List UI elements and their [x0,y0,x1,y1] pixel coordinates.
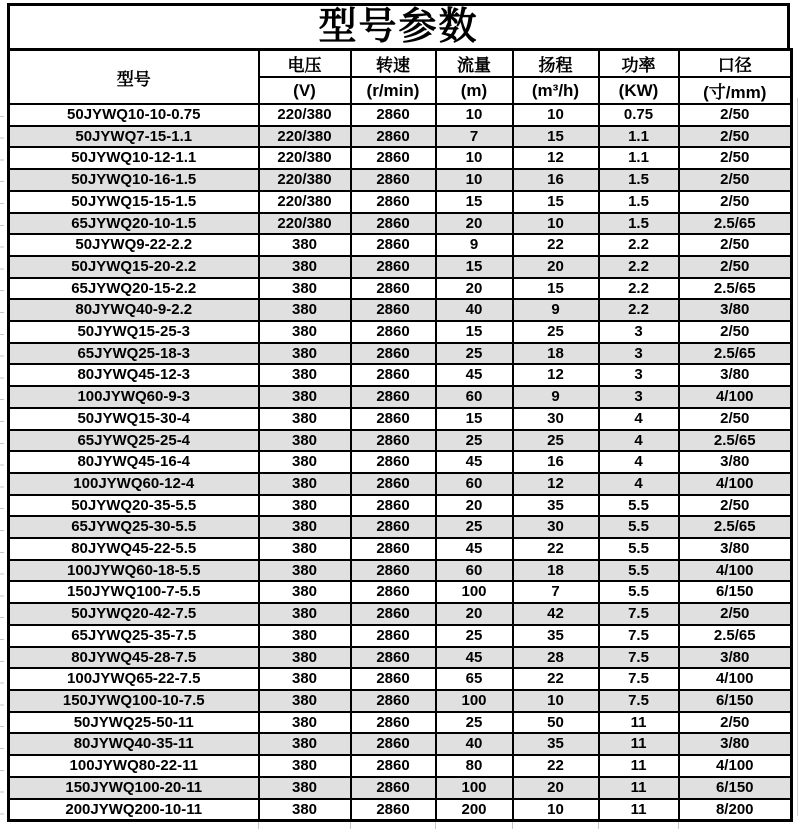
title-block [7,3,790,48]
cell-model: 50JYWQ15-25-3 [9,321,259,343]
cell-flow: 40 [436,299,513,321]
cell-diameter: 2/50 [679,104,792,126]
table-row [9,799,792,821]
cell-voltage: 380 [259,777,351,799]
cell-power: 4 [599,430,679,452]
cell-speed: 2860 [351,799,436,821]
cell-power: 5.5 [599,581,679,603]
cell-diameter: 3/80 [679,299,792,321]
cell-diameter: 4/100 [679,386,792,408]
table-row [9,516,792,538]
table-row [9,321,792,343]
table-row [9,560,792,582]
cell-model: 80JYWQ40-35-11 [9,733,259,755]
cell-speed: 2860 [351,299,436,321]
cell-flow: 45 [436,451,513,473]
table-row [9,690,792,712]
cell-voltage: 380 [259,299,351,321]
cell-model: 50JYWQ20-35-5.5 [9,495,259,517]
cell-power: 5.5 [599,516,679,538]
cell-diameter: 2/50 [679,126,792,148]
header-head: 扬程 [513,50,599,78]
cell-head: 9 [513,299,599,321]
cell-voltage: 380 [259,516,351,538]
cell-head: 30 [513,408,599,430]
unit-speed: (r/min) [351,77,436,104]
cell-speed: 2860 [351,191,436,213]
cell-speed: 2860 [351,647,436,669]
cell-speed: 2860 [351,321,436,343]
cell-model: 50JYWQ7-15-1.1 [9,126,259,148]
cell-power: 7.5 [599,647,679,669]
table-row [9,234,792,256]
table-row [9,581,792,603]
cell-power: 3 [599,364,679,386]
cell-flow: 25 [436,625,513,647]
cell-power: 1.5 [599,191,679,213]
cell-diameter: 2.5/65 [679,343,792,365]
cell-voltage: 380 [259,712,351,734]
cell-flow: 15 [436,408,513,430]
cell-model: 50JYWQ10-10-0.75 [9,104,259,126]
table-row [9,473,792,495]
cell-speed: 2860 [351,538,436,560]
table-header [9,50,792,105]
cell-power: 1.1 [599,126,679,148]
cell-flow: 60 [436,473,513,495]
cell-voltage: 220/380 [259,126,351,148]
cell-speed: 2860 [351,234,436,256]
cell-model: 100JYWQ60-18-5.5 [9,560,259,582]
cell-voltage: 380 [259,256,351,278]
table-row [9,777,792,799]
header-voltage: 电压 [259,50,351,78]
cell-power: 7.5 [599,625,679,647]
table-row [9,408,792,430]
header-model: 型号 [9,50,259,105]
unit-power: (KW) [599,77,679,104]
unit-voltage: (V) [259,77,351,104]
cell-head: 20 [513,256,599,278]
cell-head: 35 [513,495,599,517]
cell-head: 18 [513,560,599,582]
cell-head: 22 [513,538,599,560]
table-row [9,755,792,777]
cell-model: 65JYWQ20-10-1.5 [9,213,259,235]
spec-sheet [7,3,790,822]
cell-diameter: 4/100 [679,560,792,582]
cell-head: 35 [513,733,599,755]
cell-diameter: 2/50 [679,495,792,517]
cell-head: 22 [513,668,599,690]
cell-speed: 2860 [351,733,436,755]
cell-flow: 25 [436,343,513,365]
cell-power: 2.2 [599,299,679,321]
cell-flow: 10 [436,104,513,126]
table-row [9,538,792,560]
cell-flow: 40 [436,733,513,755]
cell-power: 2.2 [599,234,679,256]
cell-voltage: 220/380 [259,104,351,126]
cell-flow: 65 [436,668,513,690]
cell-voltage: 380 [259,625,351,647]
table-row [9,364,792,386]
cell-model: 50JYWQ10-12-1.1 [9,147,259,169]
cell-diameter: 6/150 [679,690,792,712]
cell-head: 9 [513,386,599,408]
table-row [9,147,792,169]
cell-flow: 20 [436,603,513,625]
cell-model: 50JYWQ15-15-1.5 [9,191,259,213]
cell-voltage: 380 [259,386,351,408]
cell-speed: 2860 [351,581,436,603]
cell-speed: 2860 [351,126,436,148]
table-row [9,104,792,126]
cell-voltage: 380 [259,321,351,343]
cell-diameter: 2.5/65 [679,278,792,300]
cell-diameter: 2/50 [679,234,792,256]
cell-model: 50JYWQ25-50-11 [9,712,259,734]
cell-model: 80JYWQ45-12-3 [9,364,259,386]
cell-head: 42 [513,603,599,625]
cell-voltage: 380 [259,538,351,560]
cell-head: 15 [513,191,599,213]
cell-flow: 9 [436,234,513,256]
cell-power: 7.5 [599,603,679,625]
cell-flow: 25 [436,516,513,538]
cell-voltage: 380 [259,473,351,495]
margin-gridline-left [0,95,4,819]
cell-flow: 10 [436,147,513,169]
cell-model: 100JYWQ65-22-7.5 [9,668,259,690]
cell-diameter: 6/150 [679,777,792,799]
cell-diameter: 6/150 [679,581,792,603]
table-row [9,495,792,517]
cell-head: 50 [513,712,599,734]
cell-head: 12 [513,473,599,495]
cell-diameter: 3/80 [679,647,792,669]
cell-head: 28 [513,647,599,669]
table-row [9,386,792,408]
cell-flow: 45 [436,364,513,386]
cell-power: 2.2 [599,278,679,300]
spec-table [7,48,793,822]
cell-voltage: 380 [259,408,351,430]
cell-voltage: 380 [259,430,351,452]
cell-model: 200JYWQ200-10-11 [9,799,259,821]
cell-diameter: 2.5/65 [679,213,792,235]
cell-head: 15 [513,126,599,148]
cell-speed: 2860 [351,668,436,690]
cell-power: 4 [599,408,679,430]
cell-model: 150JYWQ100-10-7.5 [9,690,259,712]
cell-flow: 100 [436,581,513,603]
table-row [9,213,792,235]
cell-power: 11 [599,799,679,821]
cell-diameter: 4/100 [679,473,792,495]
cell-power: 11 [599,712,679,734]
cell-speed: 2860 [351,256,436,278]
cell-speed: 2860 [351,278,436,300]
cell-model: 65JYWQ25-25-4 [9,430,259,452]
cell-voltage: 380 [259,234,351,256]
cell-voltage: 380 [259,560,351,582]
cell-flow: 15 [436,256,513,278]
cell-speed: 2860 [351,690,436,712]
cell-diameter: 2/50 [679,191,792,213]
cell-speed: 2860 [351,755,436,777]
page-title: 型号参数 [318,6,479,48]
cell-diameter: 2.5/65 [679,430,792,452]
cell-power: 1.5 [599,213,679,235]
cell-diameter: 2/50 [679,256,792,278]
table-row [9,451,792,473]
table-row [9,647,792,669]
cell-head: 35 [513,625,599,647]
cell-flow: 60 [436,560,513,582]
cell-speed: 2860 [351,625,436,647]
cell-flow: 100 [436,690,513,712]
cell-diameter: 2/50 [679,408,792,430]
cell-head: 30 [513,516,599,538]
cell-flow: 25 [436,430,513,452]
cell-diameter: 3/80 [679,364,792,386]
cell-speed: 2860 [351,364,436,386]
cell-diameter: 2/50 [679,147,792,169]
cell-diameter: 3/80 [679,538,792,560]
cell-flow: 200 [436,799,513,821]
cell-voltage: 220/380 [259,169,351,191]
table-row [9,126,792,148]
table-row [9,733,792,755]
cell-speed: 2860 [351,712,436,734]
cell-head: 10 [513,104,599,126]
cell-flow: 80 [436,755,513,777]
cell-flow: 45 [436,647,513,669]
unit-flow: (m) [436,77,513,104]
cell-head: 22 [513,755,599,777]
cell-model: 50JYWQ9-22-2.2 [9,234,259,256]
cell-diameter: 4/100 [679,668,792,690]
cell-voltage: 380 [259,451,351,473]
cell-flow: 20 [436,213,513,235]
cell-flow: 15 [436,321,513,343]
cell-model: 50JYWQ10-16-1.5 [9,169,259,191]
cell-voltage: 220/380 [259,147,351,169]
cell-model: 80JYWQ45-28-7.5 [9,647,259,669]
cell-flow: 10 [436,169,513,191]
cell-flow: 25 [436,712,513,734]
cell-power: 0.75 [599,104,679,126]
cell-power: 4 [599,473,679,495]
header-power: 功率 [599,50,679,78]
cell-diameter: 2/50 [679,169,792,191]
cell-model: 80JYWQ40-9-2.2 [9,299,259,321]
cell-speed: 2860 [351,430,436,452]
cell-diameter: 2/50 [679,712,792,734]
cell-head: 18 [513,343,599,365]
cell-voltage: 380 [259,278,351,300]
cell-head: 15 [513,278,599,300]
table-row [9,278,792,300]
cell-model: 150JYWQ100-20-11 [9,777,259,799]
cell-power: 5.5 [599,560,679,582]
cell-head: 12 [513,147,599,169]
header-flow: 流量 [436,50,513,78]
cell-voltage: 380 [259,668,351,690]
table-row [9,712,792,734]
cell-power: 11 [599,733,679,755]
table-row [9,430,792,452]
unit-diameter: (寸/mm) [679,77,792,104]
cell-model: 150JYWQ100-7-5.5 [9,581,259,603]
cell-voltage: 380 [259,364,351,386]
cell-diameter: 2/50 [679,321,792,343]
cell-model: 50JYWQ15-20-2.2 [9,256,259,278]
cell-model: 65JYWQ25-18-3 [9,343,259,365]
cell-speed: 2860 [351,451,436,473]
cell-voltage: 380 [259,647,351,669]
cell-voltage: 380 [259,581,351,603]
cell-flow: 100 [436,777,513,799]
table-row [9,668,792,690]
cell-head: 7 [513,581,599,603]
cell-model: 65JYWQ20-15-2.2 [9,278,259,300]
cell-diameter: 3/80 [679,451,792,473]
cell-flow: 45 [436,538,513,560]
cell-speed: 2860 [351,147,436,169]
cell-model: 80JYWQ45-22-5.5 [9,538,259,560]
cell-power: 1.5 [599,169,679,191]
table-row [9,603,792,625]
cell-voltage: 380 [259,690,351,712]
table-row [9,625,792,647]
cell-head: 10 [513,213,599,235]
header-diameter: 口径 [679,50,792,78]
cell-flow: 20 [436,278,513,300]
cell-power: 5.5 [599,495,679,517]
cell-power: 2.2 [599,256,679,278]
cell-model: 100JYWQ80-22-11 [9,755,259,777]
cell-head: 12 [513,364,599,386]
cell-flow: 7 [436,126,513,148]
cell-model: 100JYWQ60-9-3 [9,386,259,408]
cell-speed: 2860 [351,408,436,430]
cell-model: 80JYWQ45-16-4 [9,451,259,473]
cell-speed: 2860 [351,104,436,126]
cell-voltage: 220/380 [259,213,351,235]
unit-head: (m³/h) [513,77,599,104]
cell-head: 16 [513,169,599,191]
cell-diameter: 2.5/65 [679,625,792,647]
cell-voltage: 220/380 [259,191,351,213]
cell-voltage: 380 [259,755,351,777]
cell-diameter: 2.5/65 [679,516,792,538]
cell-flow: 60 [436,386,513,408]
cell-power: 1.1 [599,147,679,169]
cell-speed: 2860 [351,473,436,495]
cell-power: 5.5 [599,538,679,560]
cell-speed: 2860 [351,386,436,408]
cell-power: 4 [599,451,679,473]
cell-voltage: 380 [259,733,351,755]
cell-voltage: 380 [259,495,351,517]
table-row [9,191,792,213]
cell-head: 25 [513,321,599,343]
cell-model: 100JYWQ60-12-4 [9,473,259,495]
cell-voltage: 380 [259,343,351,365]
margin-gridline-right [797,98,798,816]
cell-voltage: 380 [259,799,351,821]
cell-speed: 2860 [351,495,436,517]
cell-head: 20 [513,777,599,799]
cell-head: 25 [513,430,599,452]
table-row [9,343,792,365]
cell-head: 16 [513,451,599,473]
cell-flow: 20 [436,495,513,517]
cell-model: 50JYWQ15-30-4 [9,408,259,430]
cell-diameter: 3/80 [679,733,792,755]
cell-speed: 2860 [351,777,436,799]
cell-speed: 2860 [351,213,436,235]
table-row [9,169,792,191]
cell-flow: 15 [436,191,513,213]
cell-voltage: 380 [259,603,351,625]
cell-power: 7.5 [599,690,679,712]
cell-speed: 2860 [351,560,436,582]
cell-head: 10 [513,690,599,712]
cell-speed: 2860 [351,169,436,191]
cell-power: 7.5 [599,668,679,690]
cell-diameter: 8/200 [679,799,792,821]
cell-power: 3 [599,321,679,343]
table-row [9,299,792,321]
cell-power: 3 [599,386,679,408]
cell-model: 50JYWQ20-42-7.5 [9,603,259,625]
table-row [9,256,792,278]
cell-power: 11 [599,755,679,777]
cell-diameter: 2/50 [679,603,792,625]
cell-diameter: 4/100 [679,755,792,777]
cell-speed: 2860 [351,603,436,625]
cell-model: 65JYWQ25-35-7.5 [9,625,259,647]
table-body [9,104,792,821]
cell-power: 11 [599,777,679,799]
cell-model: 65JYWQ25-30-5.5 [9,516,259,538]
header-speed: 转速 [351,50,436,78]
cell-speed: 2860 [351,516,436,538]
cell-head: 22 [513,234,599,256]
cell-speed: 2860 [351,343,436,365]
cell-head: 10 [513,799,599,821]
cell-power: 3 [599,343,679,365]
